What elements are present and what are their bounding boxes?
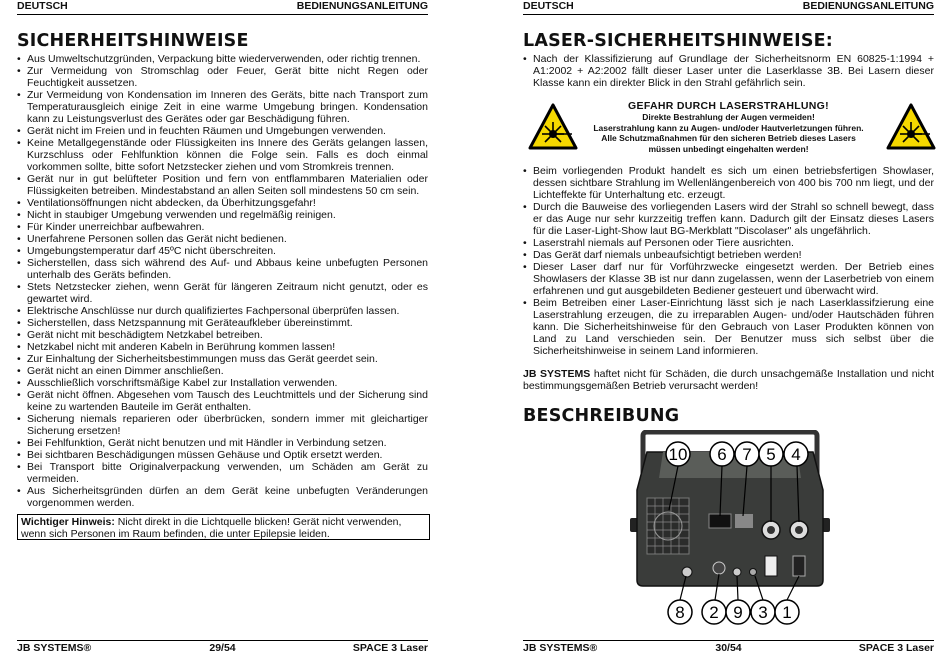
list-item: • Aus Sicherheitsgründen dürfen an dem Gerät keine unbefugten Veränderungen vorgenommen werden. bbox=[17, 485, 428, 509]
note-text: Nicht direkt in die Lichtquelle blicken! Gerät nicht verwenden, wenn sich Personen im Raum befinden, die unter Epilepsie leiden. bbox=[21, 516, 402, 540]
callout-label: 7 bbox=[742, 445, 752, 464]
device-illustration bbox=[523, 430, 934, 625]
header-manual: BEDIENUNGSANLEITUNG bbox=[296, 0, 428, 12]
list-item: • Zur Vermeidung von Stromschlag oder Feuer, Gerät bitte nicht Regen oder Feuchtigkeit aussetzen. bbox=[17, 65, 428, 89]
header-language: DEUTSCH bbox=[523, 0, 574, 12]
page-header bbox=[523, 0, 934, 15]
list-item: • Das Gerät darf niemals unbeaufsichtigt betrieben werden! bbox=[523, 249, 934, 261]
list-item: • Für Kinder unerreichbar aufbewahren. bbox=[17, 221, 428, 233]
list-item: • Gerät nicht im Freien und in feuchten Räumen und Umgebungen verwenden. bbox=[17, 125, 428, 137]
callout-label: 10 bbox=[668, 445, 688, 464]
page-title: LASER-SICHERHEITSHINWEISE: bbox=[523, 31, 834, 51]
important-note bbox=[17, 514, 430, 540]
footer-brand: JB SYSTEMS® bbox=[523, 641, 598, 654]
liability-statement bbox=[523, 368, 934, 392]
list-item: • Dieser Laser darf nur für Vorführzwecke eingesetzt werden. Der Betrieb eines Showlasers der Klasse 3B ist nur dann zugelassen, wenn der Laserbetrieb von einem erfahrenen und gut ausgebildeten Bediener gesteuert und überwacht wird. bbox=[523, 261, 934, 297]
laser-bullet-list bbox=[523, 165, 934, 357]
list-item: • Zur Vermeidung von Kondensation im Inneren des Geräts, bitte nach Transport zum Temperaturausgleich einige Zeit in eine warme Umgebung bringen. Kondensation kann zu Leistungsverlust des Gerätes oder gar Beschädigung führen. bbox=[17, 89, 428, 125]
list-item: • Sicherung niemals reparieren oder überbrücken, sondern immer mit gleichartiger Sicherung ersetzen! bbox=[17, 413, 428, 437]
list-item: • Beim vorliegenden Produkt handelt es sich um einen betriebsfertigen Showlaser, dessen sichtbare Strahlung im Wellenlängenbereich von 400 bis 700 nm liegt, und der Lichteffekte für Unterhaltung etc. erzeugt. bbox=[523, 165, 934, 201]
page-footer bbox=[523, 640, 934, 655]
warning-title: GEFAHR DURCH LASERSTRAHLUNG! bbox=[628, 100, 829, 112]
right-page bbox=[523, 0, 934, 654]
list-item: • Gerät nicht öffnen. Abgesehen vom Tausch des Leuchtmittels und der Sicherung sind keine zu wartenden Bauteile im Gerät enthalten. bbox=[17, 389, 428, 413]
laser-warning-icon bbox=[528, 102, 578, 152]
safety-bullet-list bbox=[17, 53, 428, 509]
callout-label: 5 bbox=[766, 445, 776, 464]
liability-brand: JB SYSTEMS bbox=[523, 368, 591, 380]
warning-line: Laserstrahlung kann zu Augen- und/oder Hautverletzungen führen. bbox=[593, 122, 864, 133]
footer-brand: JB SYSTEMS® bbox=[17, 641, 92, 654]
left-page bbox=[17, 0, 428, 654]
list-item: • Umgebungstemperatur darf 45ºC nicht überschreiten. bbox=[17, 245, 428, 257]
list-item: • Sicherstellen, dass Netzspannung mit Geräteaufkleber übereinstimmt. bbox=[17, 317, 428, 329]
list-item: • Nach der Klassifizierung auf Grundlage der Sicherheitsnorm EN 60825-1:1994 + A1:2002 + A2:2002 fällt dieser Laser unter die Laserklasse 3B. Bei Lasern dieser Klasse kann ein direkter Blick in den Strahl gefährlich sein. bbox=[523, 53, 934, 89]
callout-label: 4 bbox=[791, 445, 801, 464]
header-language: DEUTSCH bbox=[17, 0, 68, 12]
page-header bbox=[17, 0, 428, 15]
list-item: • Gerät nur in gut belüfteter Position und fern von entflammbaren Materialien oder Flüssigkeiten betreiben. Mindestabstand an allen Seiten soll mindestens 50 cm sein. bbox=[17, 173, 428, 197]
list-item: • Ausschließlich vorschriftsmäßige Kabel zur Installation verwenden. bbox=[17, 377, 428, 389]
page-number: 29/54 bbox=[209, 641, 236, 654]
list-item: • Gerät nicht mit beschädigtem Netzkabel betreiben. bbox=[17, 329, 428, 341]
callout-label: 2 bbox=[709, 603, 719, 622]
list-item: • Elektrische Anschlüsse nur durch qualifiziertes Fachpersonal überprüfen lassen. bbox=[17, 305, 428, 317]
laser-warning-icon bbox=[886, 102, 936, 152]
warning-line: Alle Schutzmaßnahmen für den sicheren Betrieb dieses Lasers bbox=[601, 133, 856, 143]
list-item: • Stets Netzstecker ziehen, wenn Gerät für längeren Zeitraum nicht genutzt, oder es gewartet wird. bbox=[17, 281, 428, 305]
callout-label: 3 bbox=[758, 603, 768, 622]
callout-label: 8 bbox=[675, 603, 685, 622]
callout-label: 1 bbox=[782, 603, 792, 622]
footer-product: SPACE 3 Laser bbox=[352, 641, 428, 654]
list-item: • Bei sichtbaren Beschädigungen müssen Gehäuse und Optik ersetzt werden. bbox=[17, 449, 428, 461]
list-item: • Beim Betreiben einer Laser-Einrichtung lässt sich je nach Laserklassifzierung eine Laserstrahlung erzeugen, die zu irreparablen Augen- und/oder Hautschäden führen kann. Die Sicherheitshinweise für den Gebrauch von Laser Produkten können von Land zu Land verschieden sein. Der Benutzer muss sich selbst über die Sicherheitshinweise in seinem Land informieren. bbox=[523, 297, 934, 357]
list-item: • Sicherstellen, dass sich während des Auf- und Abbaus keine unbefugten Personen unterhalb des Geräts befinden. bbox=[17, 257, 428, 281]
list-item: • Laserstrahl niemals auf Personen oder Tiere ausrichten. bbox=[523, 237, 934, 249]
list-item: • Durch die Bauweise des vorliegenden Lasers wird der Strahl so schnell bewegt, dass er das Auge nur sehr kurzzeitig treffen kann. Dadurch gilt der Einsatz dieses Lasers für die Laser-Light-Show laut BG-Merkblatt "Discolaser" als ungefährlich. bbox=[523, 201, 934, 237]
liability-text: haftet nicht für Schäden, die durch unsachgemäße Installation und nicht bestimmungsgemäßen Betrieb verursacht werden! bbox=[523, 368, 934, 392]
callout-label: 9 bbox=[733, 603, 743, 622]
page-number: 30/54 bbox=[715, 641, 742, 654]
page-title: SICHERHEITSHINWEISE bbox=[17, 31, 249, 51]
list-item: • Aus Umweltschutzgründen, Verpackung bitte wiederverwenden, oder richtig trennen. bbox=[17, 53, 428, 65]
list-item: • Zur Einhaltung der Sicherheitsbestimmungen muss das Gerät geerdet sein. bbox=[17, 353, 428, 365]
list-item: • Bei Fehlfunktion, Gerät nicht benutzen und mit Händler in Verbindung setzen. bbox=[17, 437, 428, 449]
list-item: • Netzkabel nicht mit anderen Kabeln in Berührung kommen lassen! bbox=[17, 341, 428, 353]
list-item: • Nicht in staubiger Umgebung verwenden und regelmäßig reinigen. bbox=[17, 209, 428, 221]
page-footer bbox=[17, 640, 428, 655]
list-item: • Keine Metallgegenstände oder Flüssigkeiten ins Innere des Geräts gelangen lassen, Kurzschluss oder Fehlfunktion können die Folge sein. Falls es doch einmal vorkommen sollte, bitte sofort Netzstecker ziehen und vom Stromkreis trennen. bbox=[17, 137, 428, 173]
list-item: • Gerät nicht an einen Dimmer anschließen. bbox=[17, 365, 428, 377]
list-item: • Bei Transport bitte Originalverpackung verwenden, um Schäden am Gerät zu vermeiden. bbox=[17, 461, 428, 485]
warning-line: müssen unbedingt eingehalten werden! bbox=[648, 143, 809, 154]
intro-bullet-list bbox=[523, 53, 934, 89]
warning-line: Direkte Bestrahlung der Augen vermeiden! bbox=[642, 112, 815, 122]
callout-label: 6 bbox=[717, 445, 727, 464]
footer-product: SPACE 3 Laser bbox=[858, 641, 934, 654]
section-title: BESCHREIBUNG bbox=[523, 406, 680, 426]
laser-warning-box bbox=[523, 98, 934, 156]
header-manual: BEDIENUNGSANLEITUNG bbox=[802, 0, 934, 12]
note-label: Wichtiger Hinweis: bbox=[21, 516, 115, 528]
list-item: • Ventilationsöffnungen nicht abdecken, da Überhitzungsgefahr! bbox=[17, 197, 428, 209]
list-item: • Unerfahrene Personen sollen das Gerät nicht bedienen. bbox=[17, 233, 428, 245]
